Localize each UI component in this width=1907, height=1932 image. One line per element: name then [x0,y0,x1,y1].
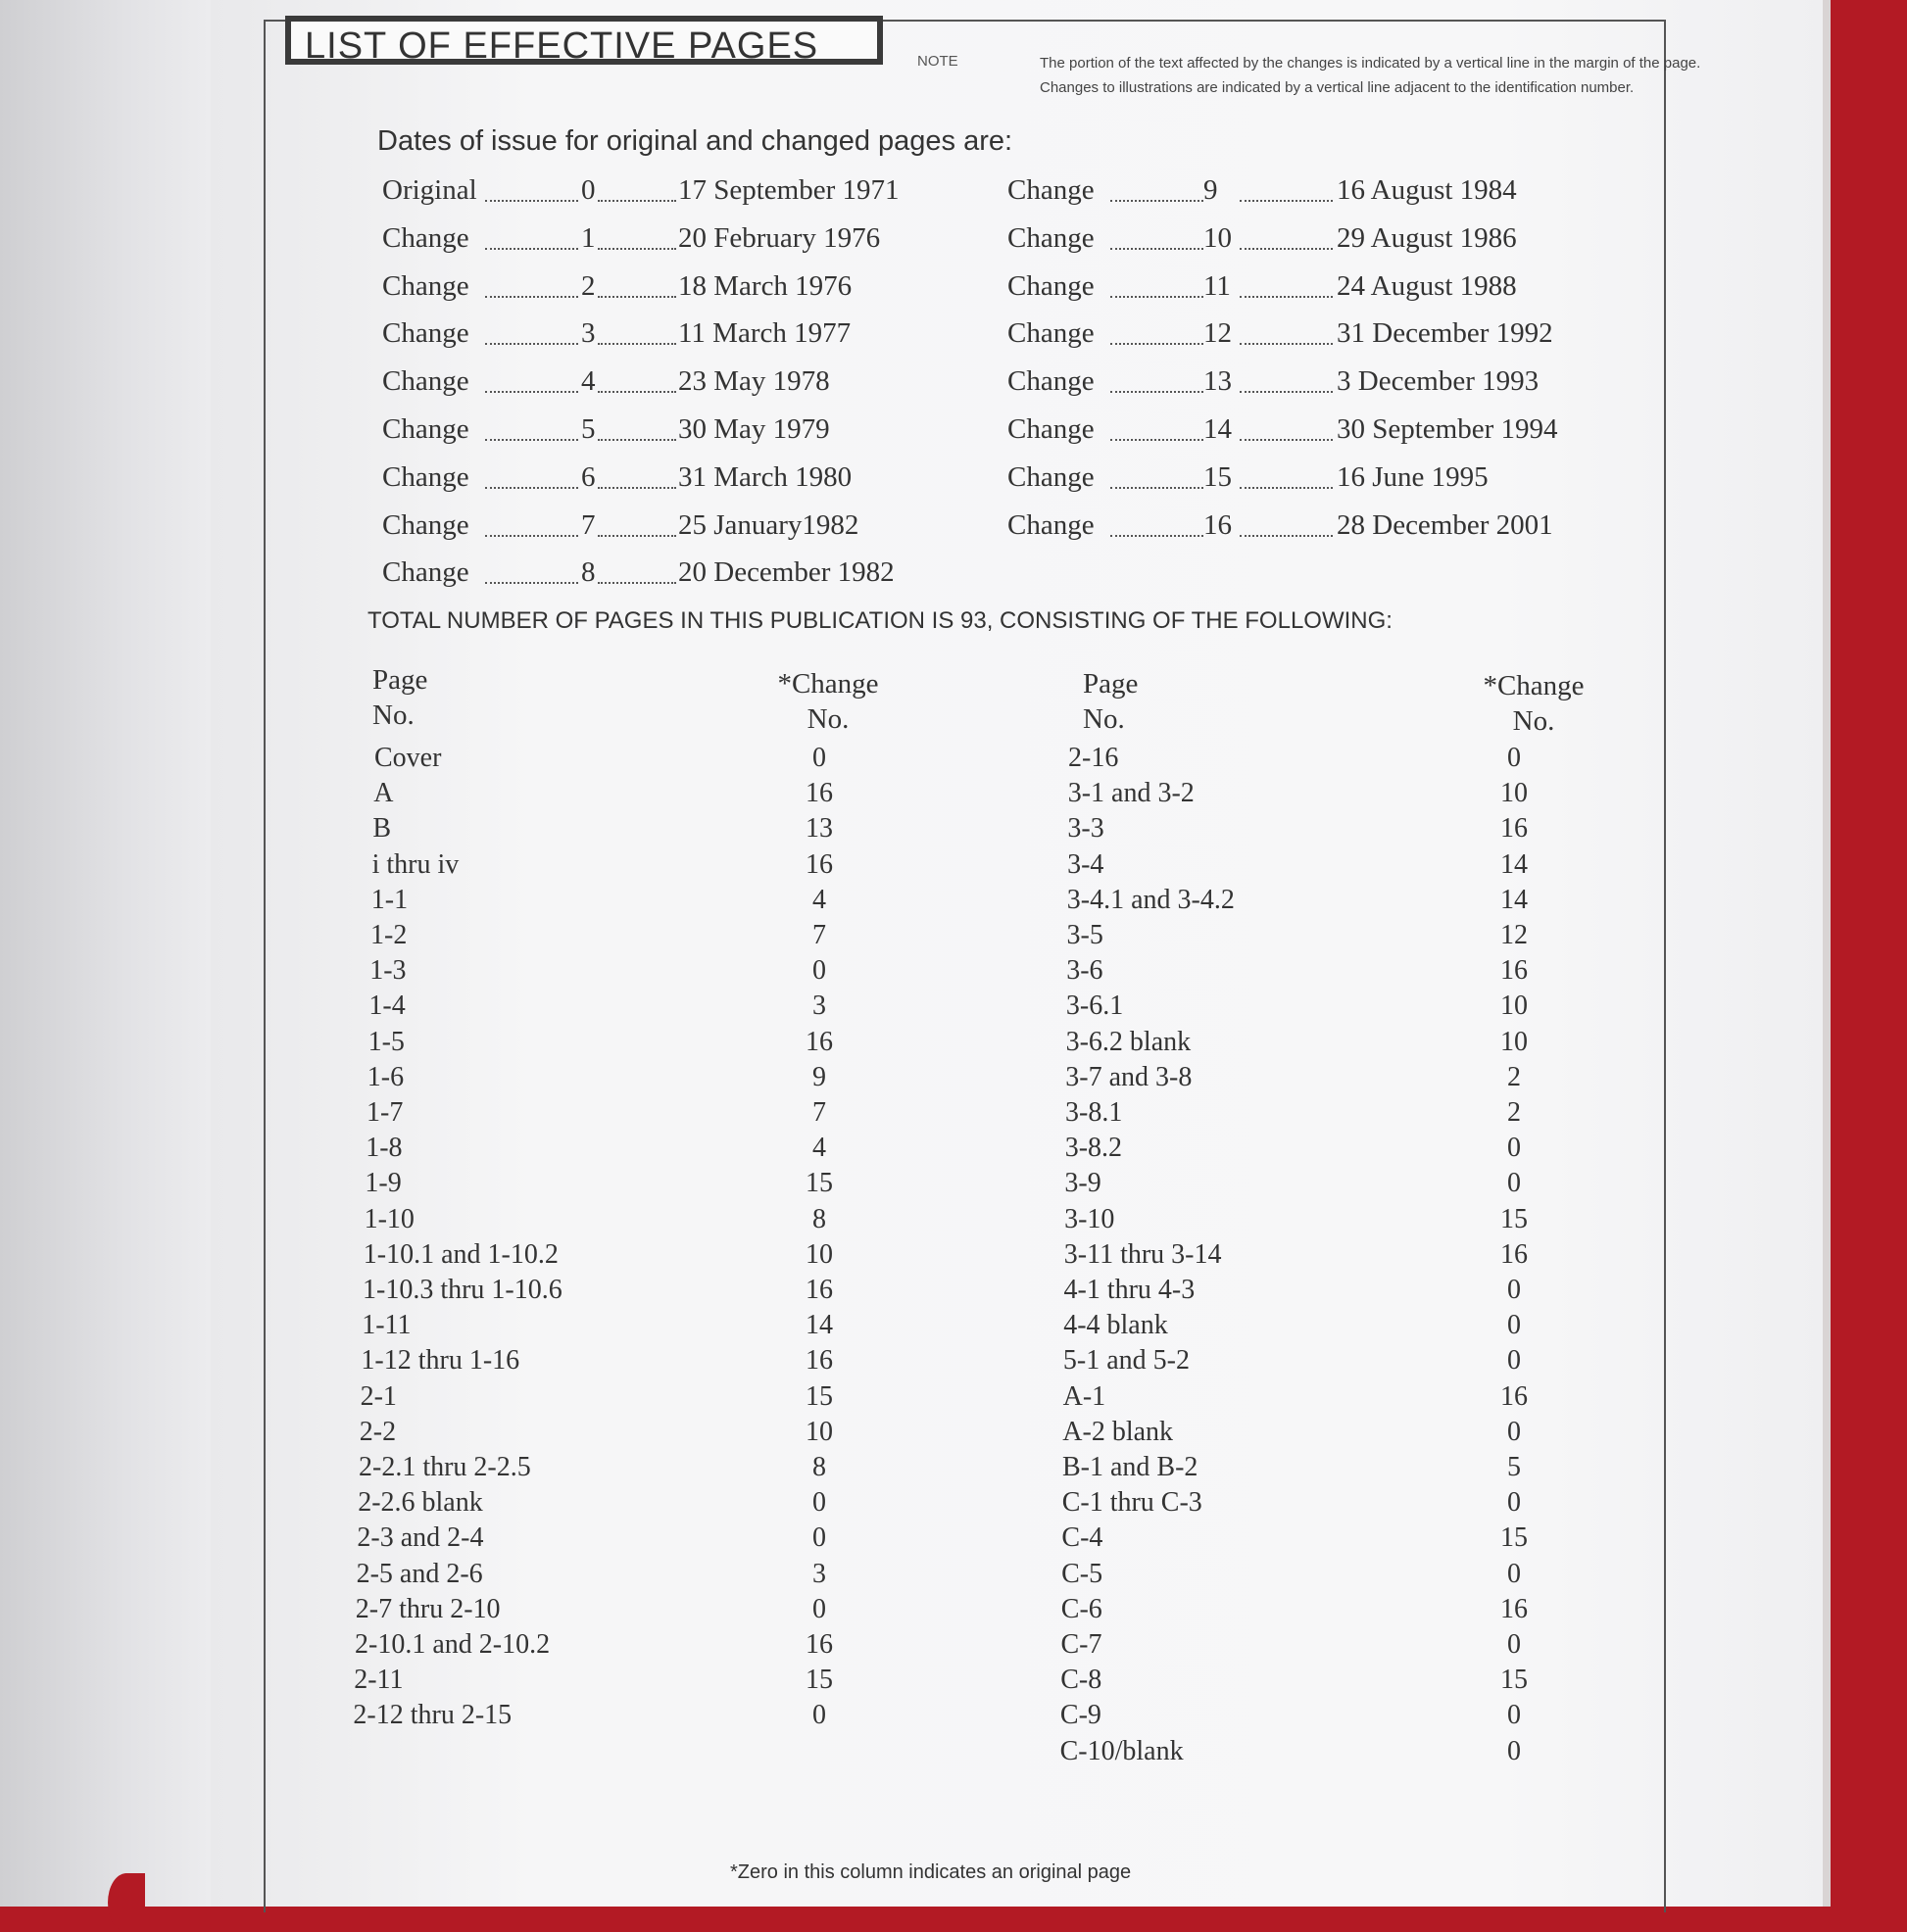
page-number-cell: 3-6.1 [1065,990,1124,1022]
page-number-cell: 1-12 thru 1-16 [361,1345,520,1377]
change-number-cell: 0 [1507,1168,1521,1199]
dot-leader [485,439,578,441]
document-page [211,0,1823,1907]
change-label: Change [1007,317,1095,350]
change-number-cell: 13 [806,813,833,845]
page-number-cell: 3-9 [1064,1168,1101,1199]
change-date-row [382,556,931,592]
right-change-column-header: *Change No. [1483,670,1585,737]
change-label: Change [382,317,469,350]
change-date: 31 March 1980 [678,460,853,493]
change-label: Change [1007,508,1095,541]
change-number-cell: 14 [1500,884,1528,915]
dot-leader [1240,248,1333,250]
change-date: 3 December 1993 [1337,365,1540,398]
change-date: 29 August 1986 [1337,221,1517,254]
change-number-cell: 16 [1500,1593,1528,1624]
page-number-cell: 2-3 and 2-4 [357,1522,484,1554]
change-date-row [1007,413,1556,449]
page-number-cell: 1-6 [367,1061,405,1092]
page-number-cell: C-1 thru C-3 [1061,1487,1202,1519]
change-number-cell: 4 [812,884,826,915]
dot-leader [485,582,578,584]
change-number-cell: 10 [1500,990,1528,1022]
dot-leader [1240,391,1333,393]
change-date: 30 September 1994 [1337,413,1558,445]
dot-leader [1110,535,1203,537]
change-number-cell: 16 [806,848,833,880]
page-number-cell: B [372,813,392,845]
change-date: 20 February 1976 [678,221,881,254]
dot-leader [485,487,578,489]
change-date: 30 May 1979 [678,413,830,445]
change-label: Change [382,556,469,589]
change-number-cell: 0 [812,743,826,773]
change-number-cell: 14 [1500,848,1528,880]
change-label: Change [1007,365,1095,398]
change-number-cell: 12 [1500,920,1528,950]
page-number-cell: 2-2.1 thru 2-2.5 [359,1452,531,1482]
dot-leader [1110,439,1203,441]
change-date-row [382,222,931,258]
change-date-row [382,365,931,401]
change-number-cell: 15 [806,1380,833,1412]
change-number-cell: 9 [812,1061,826,1092]
change-label: Original [382,174,477,206]
page-number-cell: 3-8.1 [1065,1097,1123,1128]
dot-leader [598,487,676,489]
page-number-cell: 1-10 [364,1203,415,1234]
change-number: 7 [581,508,596,541]
page-number-cell: 2-1 [360,1380,397,1412]
dot-leader [1240,200,1333,202]
change-number: 15 [1203,460,1232,493]
change-date: 31 December 1992 [1337,317,1553,350]
page-number-cell: 2-7 thru 2-10 [355,1593,501,1624]
page-number-cell: 3-8.2 [1064,1133,1123,1164]
change-number-cell: 0 [1507,1558,1521,1589]
page-number-cell: i thru iv [371,848,460,880]
page-number-cell: A-1 [1062,1380,1106,1412]
change-number-cell: 16 [806,778,833,809]
page-number-cell: 4-4 blank [1063,1310,1168,1341]
change-date-row [1007,174,1556,210]
change-number-cell: 3 [812,1558,826,1589]
page-number-cell: C-8 [1060,1665,1102,1696]
dot-leader [1110,487,1203,489]
page-number-cell: 3-11 thru 3-14 [1063,1238,1222,1270]
dot-leader [485,296,578,298]
page-number-cell: 1-9 [365,1168,402,1199]
dot-leader [1110,248,1203,250]
page-number-cell: 3-6.2 blank [1065,1026,1192,1057]
change-date-row [1007,509,1556,545]
change-number-cell: 8 [812,1203,826,1234]
page-number-cell: B-1 and B-2 [1062,1452,1198,1482]
dot-leader [598,343,676,345]
change-number-cell: 15 [806,1168,833,1199]
change-label: Change [1007,460,1095,493]
page-number-cell: 4-1 thru 4-3 [1063,1275,1196,1305]
change-number-cell: 10 [1500,778,1528,809]
change-number-cell: 0 [812,1487,826,1519]
table-row [211,920,1528,955]
change-number-cell: 10 [1500,1026,1528,1057]
change-date-row [382,413,931,449]
change-number: 3 [581,317,596,350]
dot-leader [485,200,578,202]
change-number: 12 [1203,317,1232,350]
change-label: Change [1007,269,1095,302]
dot-leader [1240,343,1333,345]
page-number-cell: C-9 [1059,1700,1101,1731]
dot-leader [1240,487,1333,489]
page-number-cell: 1-11 [362,1310,412,1341]
change-number-cell: 16 [1500,813,1528,845]
change-label: Change [382,508,469,541]
change-number-cell: 2 [1507,1061,1521,1092]
change-date: 16 June 1995 [1337,460,1489,493]
change-number-cell: 16 [1500,1238,1528,1270]
dot-leader [598,582,676,584]
change-date-row [1007,461,1556,497]
change-label: Change [1007,413,1095,445]
page-number-cell: 2-2 [359,1416,397,1447]
page-number-cell: 1-10.3 thru 1-10.6 [363,1275,562,1305]
dot-leader [1110,391,1203,393]
change-date: 24 August 1988 [1337,269,1517,302]
page-number-cell: 3-4 [1067,848,1104,880]
change-number-cell: 15 [806,1665,833,1696]
change-label: Change [382,269,469,302]
dot-leader [598,391,676,393]
change-date: 23 May 1978 [678,365,830,398]
change-number-cell: 0 [812,1700,826,1731]
change-date-row [382,174,931,210]
change-number-cell: 0 [1507,1416,1521,1447]
page-number-cell: C-10/blank [1059,1735,1184,1766]
change-number-cell: 0 [1507,1275,1521,1305]
change-number-cell: 0 [1507,1629,1521,1660]
change-number-cell: 0 [1507,1487,1521,1519]
change-number: 5 [581,413,596,445]
page-number-cell: 3-5 [1066,920,1103,950]
change-number-cell: 16 [1500,955,1528,987]
change-number-cell: 0 [1507,1735,1521,1766]
change-number-cell: 7 [812,920,826,950]
page-number-cell: Cover [374,743,442,773]
page-number-cell: 3-6 [1066,955,1103,987]
change-number-cell: 7 [812,1097,826,1128]
page-number-cell: 1-10.1 and 1-10.2 [363,1238,559,1270]
change-number-cell: 2 [1507,1097,1521,1128]
change-number-cell: 15 [1500,1203,1528,1234]
change-number-cell: 16 [806,1026,833,1057]
change-date-row [382,317,931,353]
change-number: 16 [1203,508,1232,541]
change-date: 17 September 1971 [678,174,900,206]
change-number-cell: 16 [806,1275,833,1305]
dot-leader [485,343,578,345]
change-label: Change [382,365,469,398]
change-label: Change [1007,174,1095,206]
left-page-column-header: Page No. [372,664,428,731]
page-number-cell: A-2 blank [1062,1416,1174,1447]
change-number-cell: 16 [806,1629,833,1660]
page-number-cell: 2-2.6 blank [358,1487,483,1519]
change-date-row [382,461,931,497]
page-number-cell: 3-3 [1067,813,1104,845]
change-date: 18 March 1976 [678,269,853,302]
page-number-cell: 2-11 [354,1665,404,1696]
change-number: 6 [581,460,596,493]
page-number-cell: 2-10.1 and 2-10.2 [355,1629,551,1660]
change-date: 20 December 1982 [678,556,895,589]
footnote: *Zero in this column indicates an original page [730,1861,1132,1883]
dot-leader [1110,296,1203,298]
binding-tear [108,1873,145,1932]
change-number-cell: 0 [1507,1133,1521,1164]
change-date: 25 January1982 [678,508,859,541]
page-number-cell: 3-1 and 3-2 [1067,778,1195,809]
change-date-row [382,270,931,306]
dot-leader [485,535,578,537]
page-number-cell: 2-16 [1068,743,1119,773]
page-number-cell: C-6 [1060,1593,1102,1624]
change-number-cell: 5 [1507,1452,1521,1482]
page-number-cell: 3-4.1 and 3-4.2 [1066,884,1235,915]
change-number-cell: 0 [1507,1700,1521,1731]
dot-leader [598,439,676,441]
page-number-cell: 1-7 [367,1097,404,1128]
page-edge [1823,0,1831,1907]
change-number-cell: 15 [1500,1665,1528,1696]
change-number: 2 [581,269,596,302]
change-number-cell: 0 [812,1522,826,1554]
dot-leader [598,200,676,202]
note-text: The portion of the text affected by the changes is indicated by a vertical line in the margin of the page. Changes to illustrations are indicated by a vertical line adjacent to the identification number. [1040,55,1701,96]
change-number: 0 [581,174,596,206]
page-number-cell: C-5 [1061,1558,1103,1589]
dot-leader [598,248,676,250]
change-number-cell: 16 [1500,1380,1528,1412]
change-date-row [1007,270,1556,306]
page-number-cell: 1-2 [370,920,408,950]
page-title: LIST OF EFFECTIVE PAGES [285,16,883,65]
dot-leader [1110,343,1203,345]
right-page-column-header: Page No. [1083,668,1139,735]
change-label: Change [1007,221,1095,254]
dates-heading: Dates of issue for original and changed pages are: [377,125,1013,157]
change-date: 16 August 1984 [1337,174,1517,206]
change-date: 28 December 2001 [1337,508,1553,541]
note-label: NOTE [917,53,958,70]
change-label: Change [382,221,469,254]
page-number-cell: 5-1 and 5-2 [1062,1345,1190,1377]
page-number-cell: A [373,778,394,809]
table-row [211,1735,1521,1771]
page-number-cell: 2-12 thru 2-15 [353,1700,513,1731]
change-label: Change [382,460,469,493]
page-number-cell: C-4 [1061,1522,1103,1554]
change-number-cell: 16 [806,1345,833,1377]
change-number: 9 [1203,174,1218,206]
page-number-cell: C-7 [1060,1629,1102,1660]
background-left [0,0,211,1907]
change-number-cell: 4 [812,1133,826,1164]
change-number: 8 [581,556,596,589]
change-number: 1 [581,221,596,254]
change-number-cell: 10 [806,1238,833,1270]
change-number-cell: 10 [806,1416,833,1447]
change-label: Change [382,413,469,445]
page-number-cell: 1-1 [370,884,409,915]
page-number-cell: 1-4 [368,990,406,1022]
change-number: 11 [1203,269,1231,302]
change-number-cell: 0 [812,1593,826,1624]
change-number-cell: 3 [812,990,826,1022]
dot-leader [485,391,578,393]
change-number-cell: 15 [1500,1522,1528,1554]
change-date-row [1007,317,1556,353]
dot-leader [1240,439,1333,441]
dot-leader [1110,200,1203,202]
change-number: 13 [1203,365,1232,398]
change-number-cell: 14 [806,1310,833,1341]
change-number-cell: 0 [1507,743,1521,773]
page-number-cell: 1-8 [366,1133,403,1164]
change-number: 14 [1203,413,1232,445]
dot-leader [598,296,676,298]
page-number-cell: 3-7 and 3-8 [1065,1061,1193,1092]
change-number-cell: 0 [1507,1310,1521,1341]
change-number: 4 [581,365,596,398]
change-number: 10 [1203,221,1232,254]
dot-leader [1240,535,1333,537]
page-number-cell: 1-5 [367,1026,405,1057]
dot-leader [485,248,578,250]
left-change-column-header: *Change No. [777,668,879,735]
page-number-cell: 2-5 and 2-6 [356,1558,483,1589]
change-date: 11 March 1977 [678,317,852,350]
total-pages-heading: TOTAL NUMBER OF PAGES IN THIS PUBLICATION IS 93, CONSISTING OF THE FOLLOWING: [367,607,1393,634]
change-date-row [1007,222,1556,258]
page-number-cell: 3-10 [1064,1203,1115,1234]
change-date-row [1007,365,1556,401]
change-number-cell: 0 [1507,1345,1521,1377]
change-number-cell: 8 [812,1452,826,1482]
page-number-cell: 1-3 [369,955,407,987]
change-number-cell: 0 [812,955,826,987]
dot-leader [1240,296,1333,298]
dot-leader [598,535,676,537]
change-date-row [382,509,931,545]
